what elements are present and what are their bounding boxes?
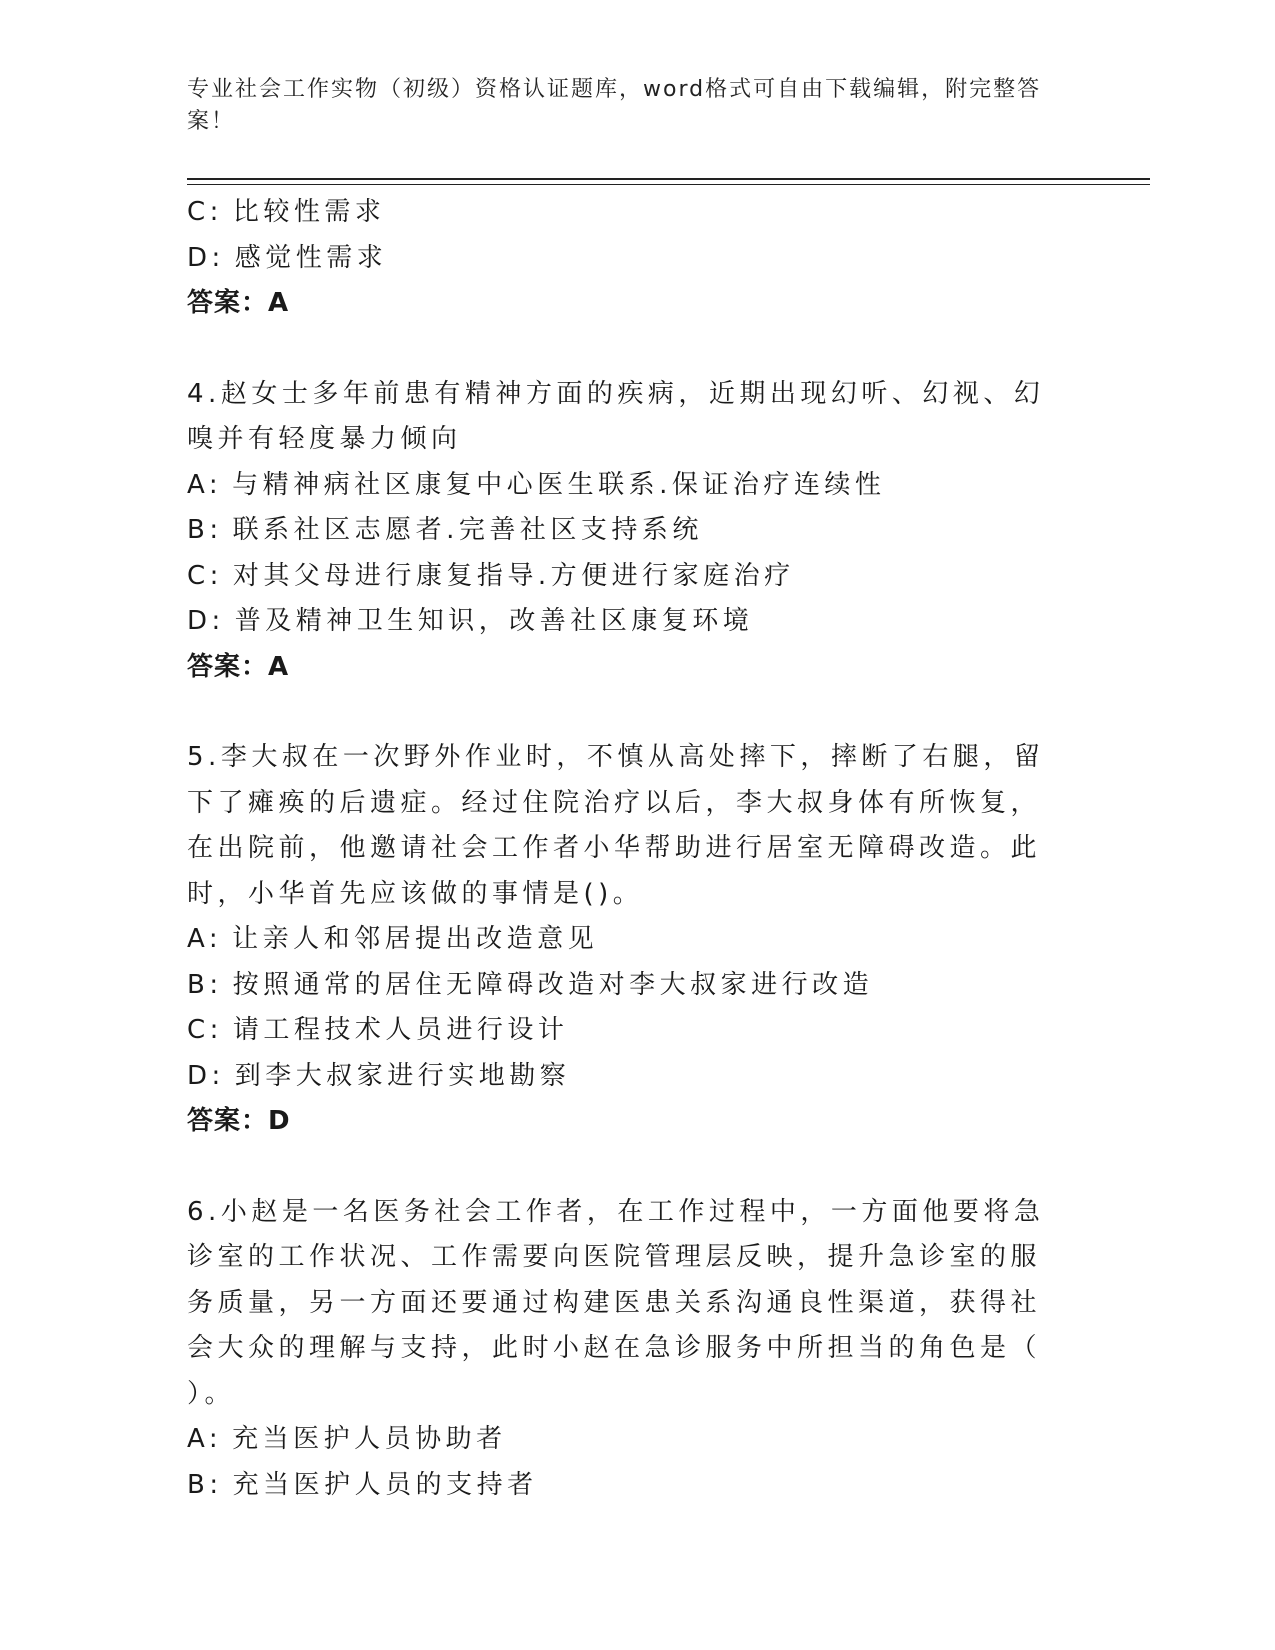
option-c: C: 比较性需求 <box>187 197 386 227</box>
question-block-6 <box>187 1190 1103 1509</box>
question-block-5 <box>187 735 1067 1145</box>
option-d: D: 普及精神卫生知识，改善社区康复环境 <box>187 606 754 636</box>
question-block-4 <box>187 372 1067 691</box>
option-c: C: 请工程技术人员进行设计 <box>187 1015 569 1045</box>
answer-line: 答案：A <box>187 288 290 318</box>
option-c: C: 对其父母进行康复指导.方便进行家庭治疗 <box>187 560 795 591</box>
page-header: 专业社会工作实物（初级）资格认证题库，word格式可自由下载编辑，附完整答案！ <box>187 77 1042 134</box>
answer-line: 答案：A <box>187 651 290 682</box>
question-block-3 <box>187 190 1067 327</box>
option-b: B: 联系社区志愿者.完善社区支持系统 <box>187 515 703 545</box>
option-d: D: 到李大叔家进行实地勘察 <box>187 1060 571 1091</box>
question-stem: 6.小赵是一名医务社会工作者，在工作过程中，一方面他要将急诊室的工作状况、工作需要向医院管理层反映，提升急诊室的服务质量，另一方面还要通过构建医患关系沟通良性渠道，获得社会大众的理解与支持，此时小赵在急诊服务中所担当的角色是（ ）。 <box>187 1196 1103 1409</box>
header-rule-thin <box>187 184 1150 185</box>
question-stem: 4.赵女士多年前患有精神方面的疾病，近期出现幻听、幻视、幻嗅并有轻度暴力倾向 <box>187 378 1045 454</box>
header-rule-thick <box>187 178 1150 180</box>
answer-line: 答案：D <box>187 1106 291 1136</box>
question-stem: 5.李大叔在一次野外作业时，不慎从高处摔下，摔断了右腿，留下了瘫痪的后遗症。经过住院治疗以后，李大叔身体有所恢复，在出院前，他邀请社会工作者小华帮助进行居室无障碍改造。此时，小华首先应该做的事情是()。 <box>187 742 1045 909</box>
question-list <box>187 190 1103 1508</box>
option-b: B: 按照通常的居住无障碍改造对李大叔家进行改造 <box>187 969 874 1000</box>
option-a: A: 充当医护人员协助者 <box>187 1424 507 1454</box>
option-d: D: 感觉性需求 <box>187 242 388 273</box>
option-b: B: 充当医护人员的支持者 <box>187 1469 538 1500</box>
option-a: A: 与精神病社区康复中心医生联系.保证治疗连续性 <box>187 469 886 500</box>
option-a: A: 让亲人和邻居提出改造意见 <box>187 924 599 954</box>
